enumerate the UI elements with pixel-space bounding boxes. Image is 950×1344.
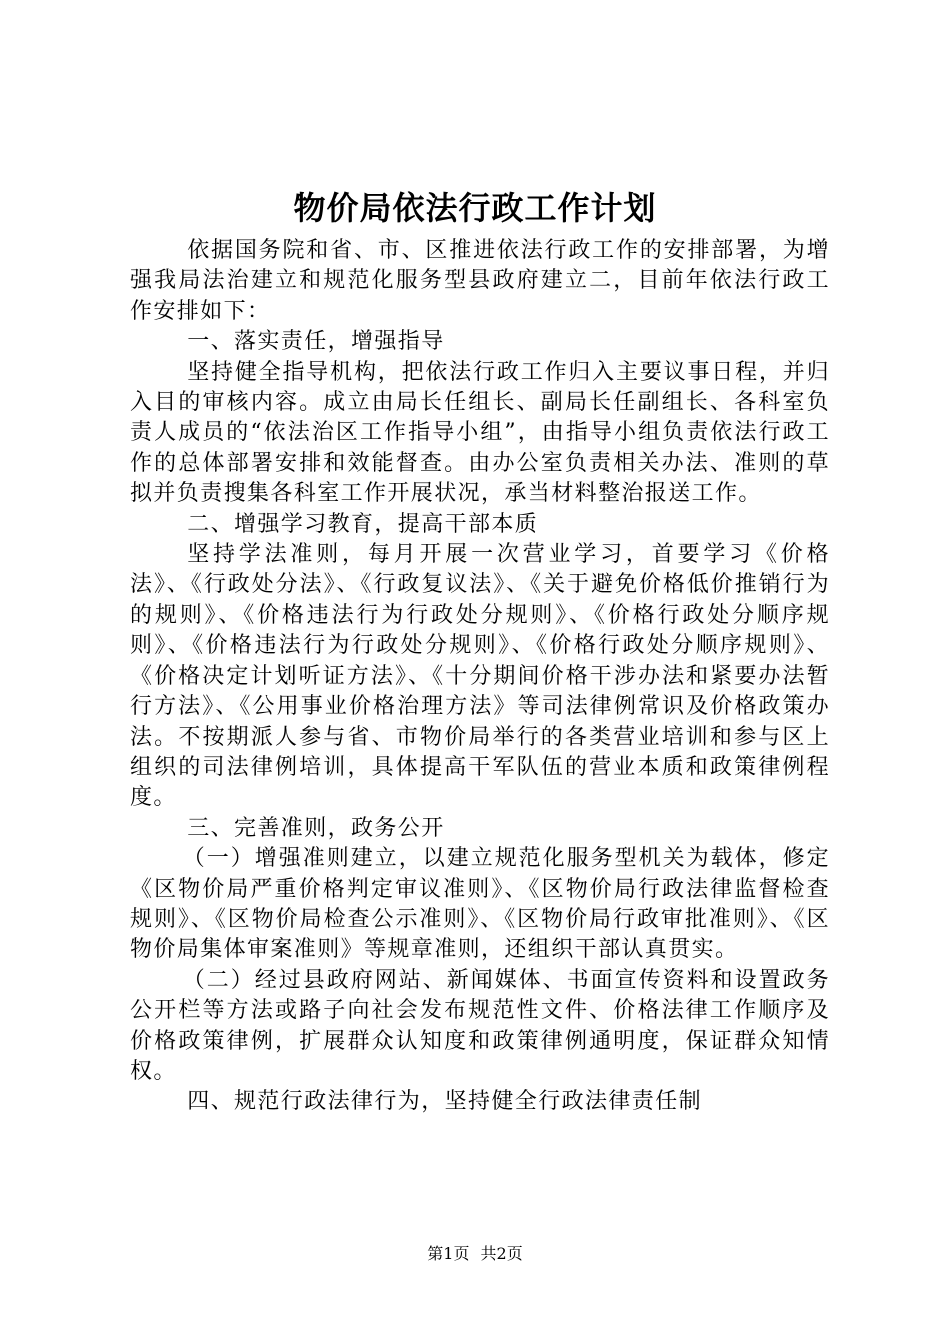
section-3-item-1: （一）增强准则建立，以建立规范化服务型机关为载体，修定《区物价局严重价格判定审议准则》、《区物价局行政法律监督检查规则》、《区物价局检查公示准则》、《区物价局行政审批准则》、《区物价局集体审案准则》等规章准则，还组织干部认真贯实。 [130, 846, 830, 963]
section-heading-1: 一、落实责任，增强指导 [187, 329, 445, 355]
section-3-item-2: （二）经过县政府网站、新闻媒体、书面宣传资料和设置政务公开栏等方法或路子向社会发布规范性文件、价格法律工作顺序及价格政策律例，扩展群众认知度和政策律例通明度，保证群众知情权。 [130, 967, 830, 1084]
section-heading-4: 四、规范行政法律行为，坚持健全行政法律责任制 [187, 1089, 702, 1115]
page-total: 共2页 [480, 1244, 523, 1263]
section-1-paragraph: 坚持健全指导机构，把依法行政工作归入主要议事日程，并归入目的审核内容。成立由局长任组长、副局长任副组长、各科室负责人成员的“依法治区工作指导小组”，由指导小组负责依法行政工作的总体部署安排和效能督查。由办公室负责相关办法、准则的草拟并负责搜集各科室工作开展状况，承当材料整治报送工作。 [130, 359, 830, 507]
section-heading-3: 三、完善准则，政务公开 [187, 815, 445, 841]
intro-paragraph: 依据国务院和省、市、区推进依法行政工作的安排部署，为增强我局法治建立和规范化服务型县政府建立二，目前年依法行政工作安排如下： [130, 238, 830, 324]
document-body [130, 236, 830, 1118]
page-footer [0, 1243, 950, 1265]
page-number: 第1页 [427, 1244, 470, 1263]
section-2-paragraph: 坚持学法准则，每月开展一次营业学习，首要学习《价格法》、《行政处分法》、《行政复议法》、《关于避免价格低价推销行为的规则》、《价格违法行为行政处分规则》、《价格行政处分顺序规则》、《价格违法行为行政处分规则》、《价格行政处分顺序规则》、《价格决定计划听证方法》、《十分期间价格干涉办法和紧要办法暂行方法》、《公用事业价格治理方法》等司法律例常识及价格政策办法。不按期派人参与省、市物价局举行的各类营业培训和参与区上组织的司法律例培训，具体提高干军队伍的营业本质和政策律例程度。 [130, 542, 830, 811]
section-heading-2: 二、增强学习教育，提高干部本质 [187, 511, 539, 537]
document-title: 物价局依法行政工作计划 [293, 189, 657, 227]
